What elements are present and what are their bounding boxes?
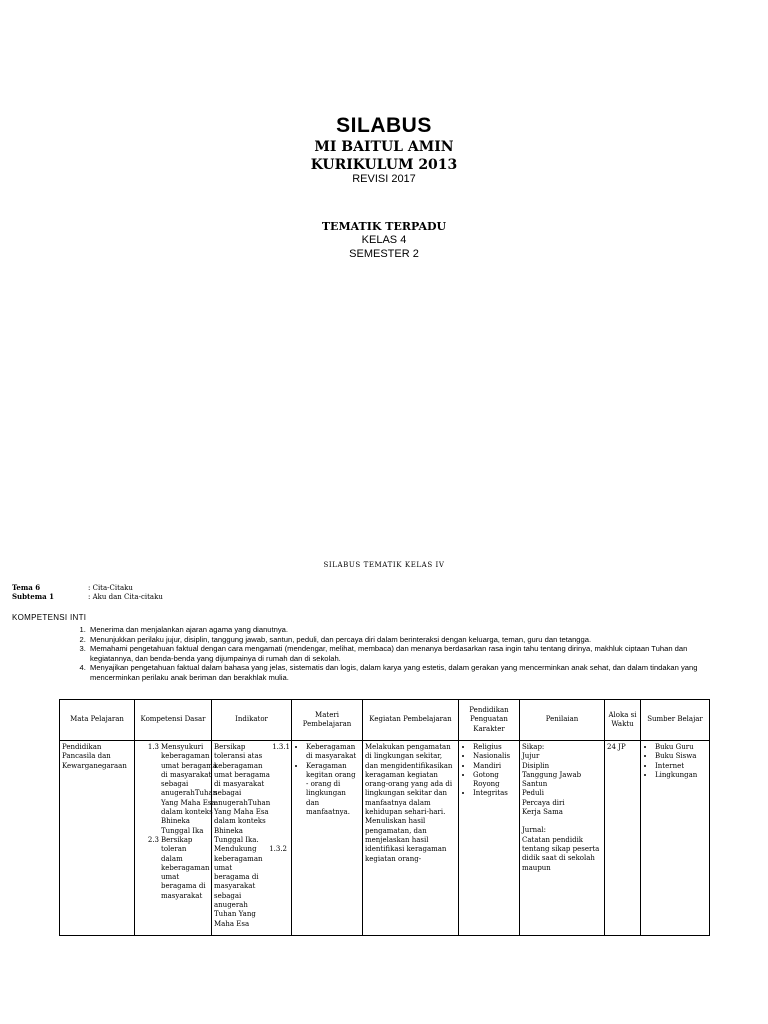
subtema-label: Subtema 1 [12, 592, 54, 601]
jurnal-label: Jurnal: [522, 826, 546, 835]
materi-item: • Keberagaman di masyarakat [306, 743, 360, 762]
col-header: Mata Pelajaran [60, 700, 135, 741]
class-label: KELAS 4 [361, 234, 407, 246]
semester-label: SEMESTER 2 [349, 248, 419, 260]
table-header-row [60, 700, 710, 741]
revision-label: REVISI 2017 [352, 173, 416, 185]
sumber-item: • Buku Siswa [655, 752, 707, 761]
tema-value: : Cita-Citaku [88, 584, 133, 592]
ki-item: 3. Memahami pengetahuan faktual dengan cara mengamati (mendengar, melihat, membaca) dan menanya berdasarkan rasa ingin tahu tentang dirinya, makhluk ciptaan Tuhan dan kegiatannya, dan benda-benda yang dijumpainya di rumah dan di sekolah. [88, 644, 728, 663]
table-row [60, 741, 710, 936]
indikator-text: Bersikap toleransi atas keberagaman umat beragama di masyarakat sebagai anugerahTuhan Yang Maha Esa dalam konteks Bhineka Tunggal Ika. [214, 743, 271, 844]
indikator-item [214, 845, 289, 929]
sumber-item: • Lingkungan [655, 771, 707, 780]
sumber-item: • Buku Guru [655, 743, 707, 752]
cell-sumber [641, 741, 710, 936]
karakter-item: • Nasionalis [473, 752, 517, 761]
subject-title: TEMATIK TERPADU [321, 220, 447, 233]
jurnal-text: Catatan pendidik tentang sikap peserta didik saat di sekolah maupun [522, 835, 600, 872]
penilaian-item: Disiplin [522, 761, 550, 770]
karakter-item: • Integritas [473, 789, 517, 798]
kd-text: Mensyukuri keberagaman umat beragama di masyarakat sebagai anugerahTuhan Yang Maha Esa dalam konteks Bhineka Tunggal Ika [161, 743, 218, 835]
subtema-value: : Aku dan Cita-citaku [88, 593, 163, 601]
ki-item: 2. Menunjukkan perilaku jujur, disiplin, tanggung jawab, santun, peduli, dan percaya diri dalam berinteraksi dengan keluarga, teman, guru dan tetangga. [88, 635, 728, 645]
kegiatan-item: Menuliskan hasil pengamatan, dan menjelaskan hasil identifikasi keragaman kegiatan orang- [365, 817, 447, 863]
cover-title: SILABUS [336, 114, 432, 137]
tema-label: Tema 6 [12, 583, 41, 592]
penilaian-item: Kerja Sama [522, 808, 563, 817]
cell-kd [135, 741, 218, 936]
indikator-number: 1.3.2 [269, 845, 287, 854]
tema-line [12, 583, 133, 592]
cell-mapel [60, 741, 135, 936]
ki-list [70, 625, 728, 683]
penilaian-item: Santun [522, 780, 548, 789]
karakter-item: • Gotong Royong [473, 771, 517, 790]
penilaian-item: Tanggung Jawab [522, 770, 582, 779]
indikator-text: Mendukung keberagaman umat beragama di masyarakat sebagai anugerah Tuhan Yang Maha Esa [214, 845, 263, 928]
mapel-text: Pendidikan Pancasila dan Kewarganegaraan [62, 743, 127, 770]
curriculum-label: KURIKULUM 2013 [310, 157, 458, 173]
col-header: Indikator [212, 700, 292, 741]
syllabus-heading: SILABUS TEMATIK KELAS IV [323, 561, 445, 569]
cell-kegiatan [363, 741, 459, 936]
cell-alokasi [605, 741, 641, 936]
karakter-item: • Mandiri [473, 762, 517, 771]
kd-number: 2.3 [147, 835, 159, 844]
col-header: Pendidikan Penguatan Karakter [459, 700, 520, 741]
alokasi-text: 24 JP [607, 743, 626, 751]
col-header: Sumber Belajar [641, 700, 710, 741]
col-header: Kegiatan Pembelajaran [363, 700, 459, 741]
indikator-item [214, 743, 289, 845]
col-header: Aloka si Waktu [605, 700, 641, 741]
cell-karakter [459, 741, 520, 936]
cell-indikator [212, 741, 292, 936]
kd-number: 1.3 [147, 743, 159, 751]
penilaian-item: Peduli [522, 789, 545, 798]
school-name: MI BAITUL AMIN [314, 139, 454, 155]
syllabus-table [59, 699, 710, 936]
penilaian-item: Percaya diri [522, 798, 565, 807]
ki-item: 4. Menyajikan pengetahuan faktual dalam bahasa yang jelas, sistematis dan logis, dalam karya yang estetis, dalam gerakan yang mencerminkan anak sehat, dan dalam tindakan yang mencerminkan perilaku anak beriman dan berakhlak mulia. [88, 663, 728, 682]
kegiatan-item: Melakukan pengamatan di lingkungan sekitar, dan mengidentifikasikan keragaman kegiatan orang-orang yang ada di lingkungan sekitar dan manfaatnya dalam kehidupan sehari-hari. [365, 743, 453, 817]
col-header: Materi Pembelajaran [292, 700, 363, 741]
col-header: Kompetensi Dasar [135, 700, 212, 741]
penilaian-item: Jujur [522, 752, 540, 761]
indikator-number: 1.3.1 [272, 743, 291, 751]
penilaian-item: Sikap: [522, 743, 545, 751]
subtema-line [12, 592, 163, 601]
sumber-item: • Internet [655, 762, 707, 771]
kd-text: Bersikap toleran dalam keberagaman umat beragama di masyarakat [161, 835, 210, 900]
cell-materi [292, 741, 363, 936]
ki-item: 1. Menerima dan menjalankan ajaran agama yang dianutnya. [88, 625, 728, 635]
col-header: Penilaian [520, 700, 605, 741]
karakter-item: • Religius [473, 743, 517, 752]
kd-item [137, 836, 209, 901]
ki-title: KOMPETENSI INTI [12, 613, 87, 622]
kd-item [137, 743, 218, 836]
materi-item: • Keragaman kegitan orang - orang di lingkungan dan manfaatnya. [306, 762, 360, 818]
cell-penilaian [520, 741, 605, 936]
